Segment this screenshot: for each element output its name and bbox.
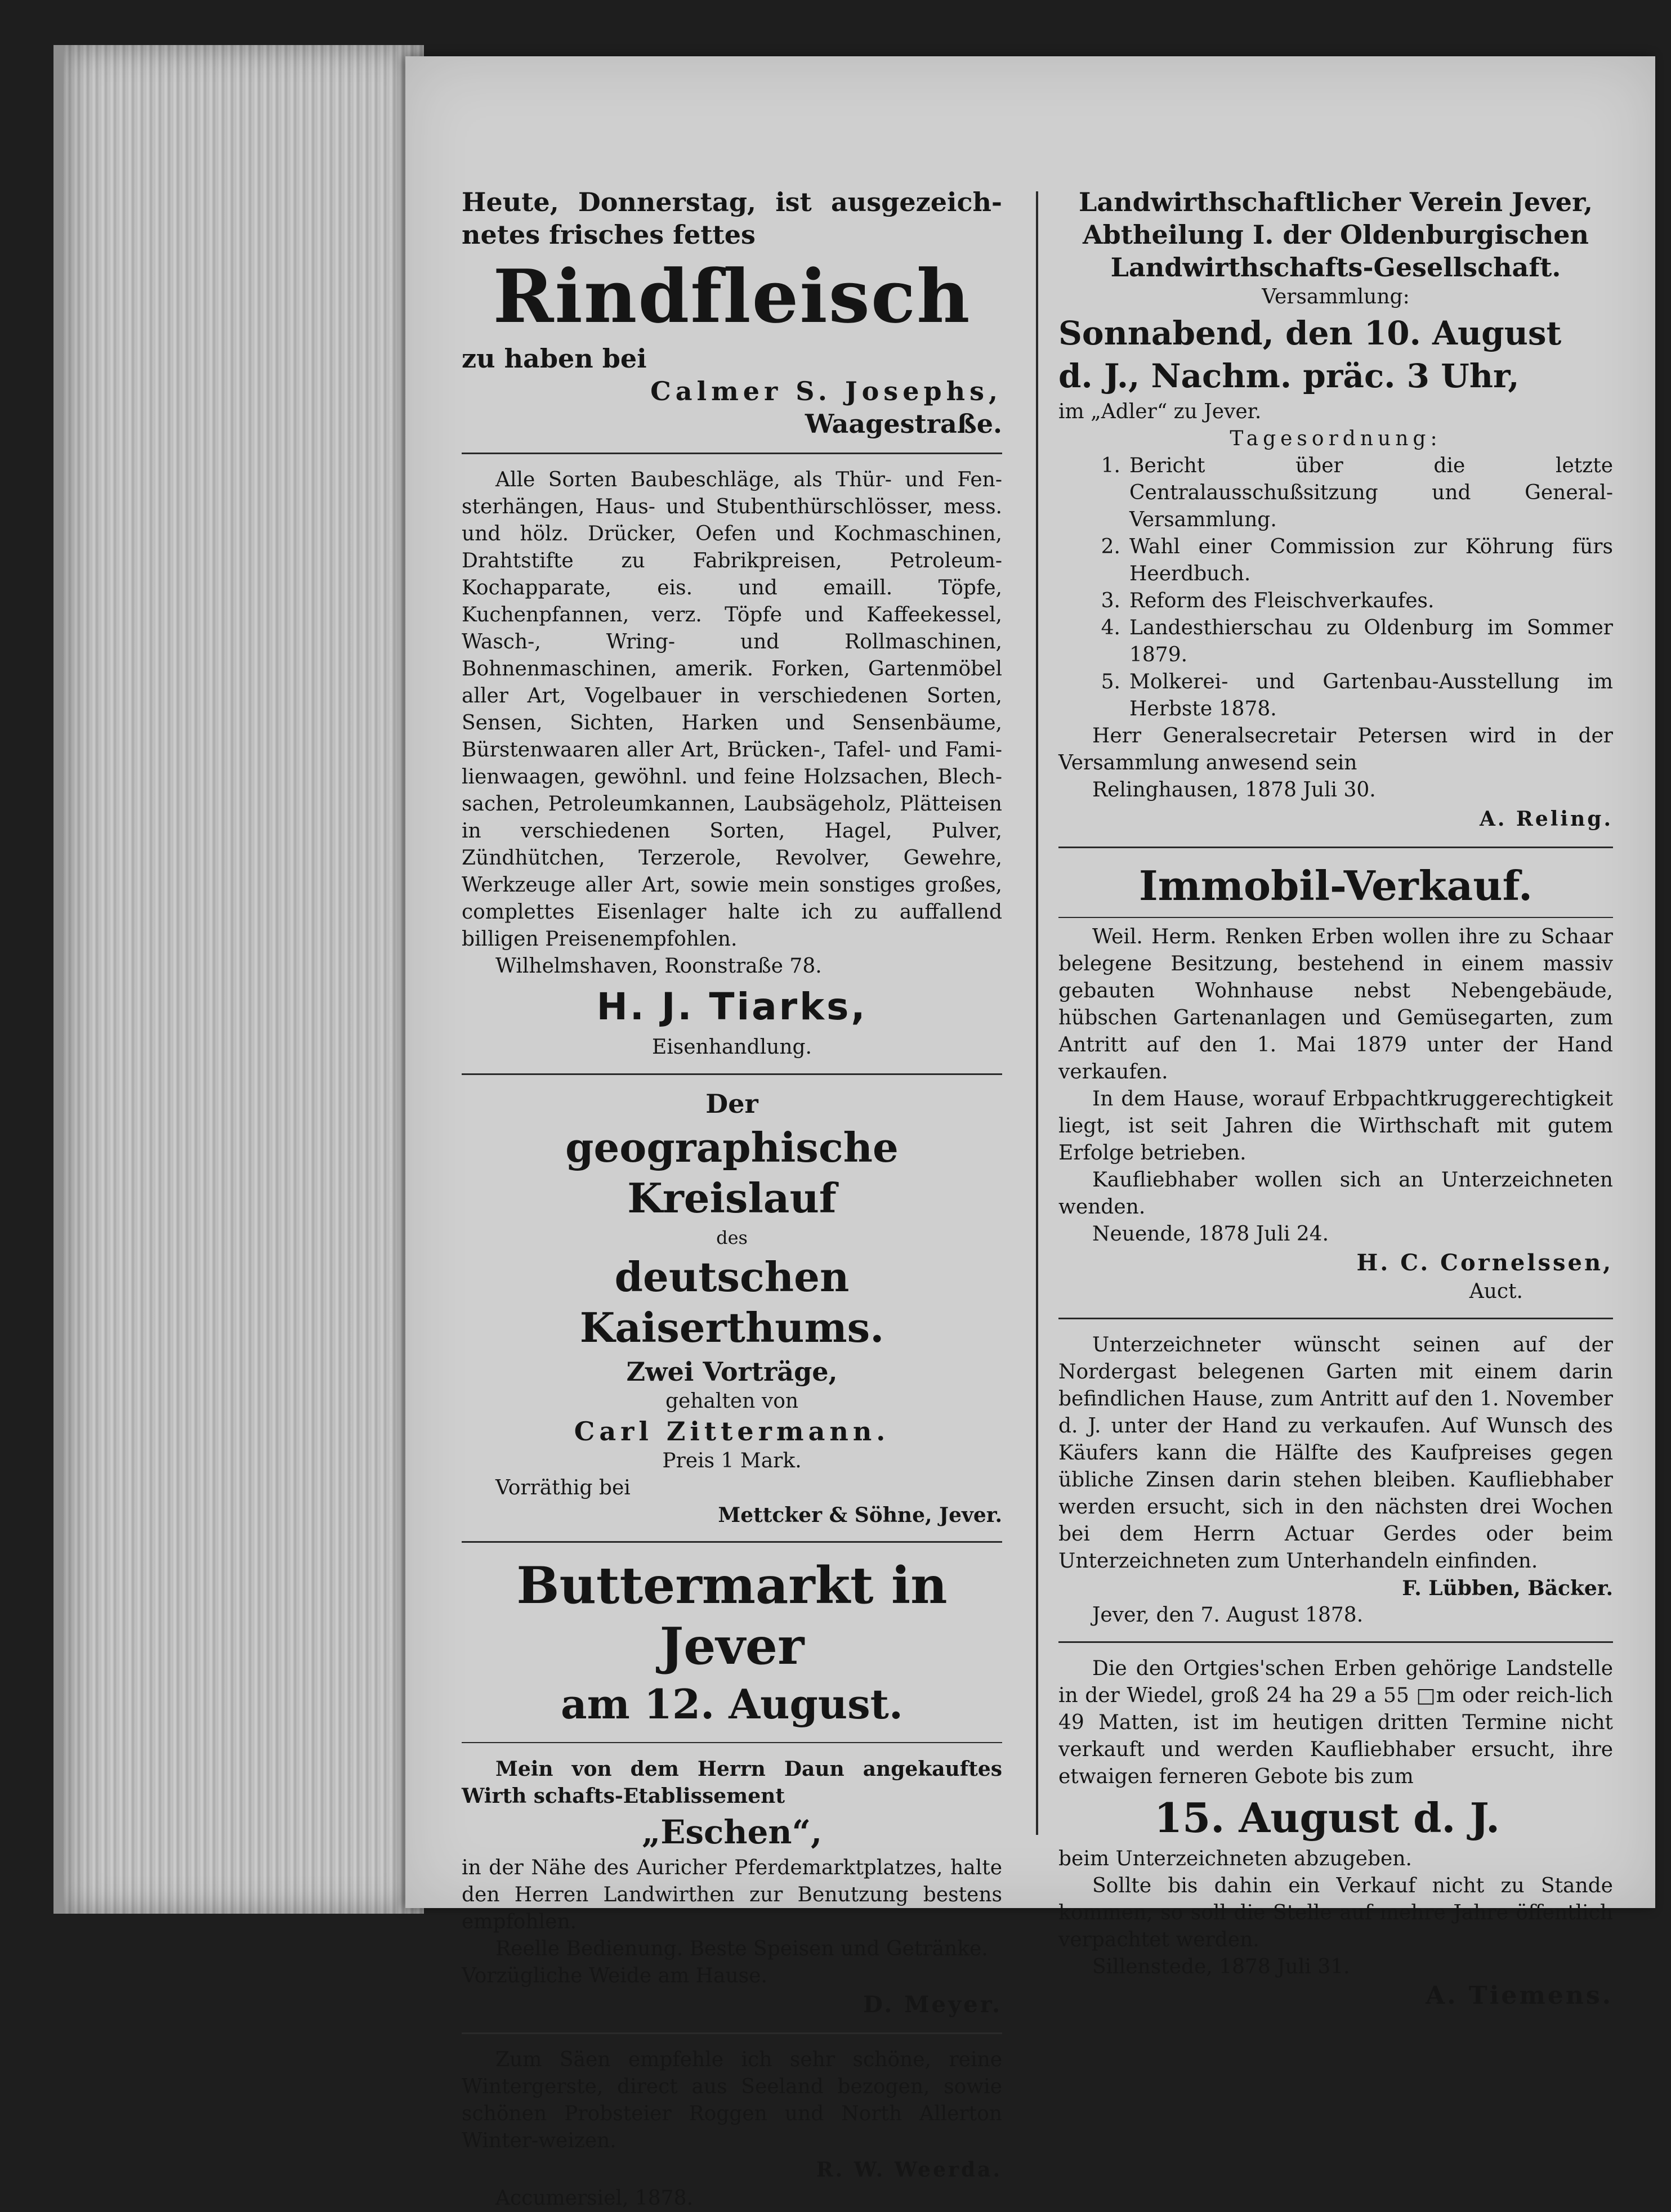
market-title: Buttermarkt in Jever [516,1556,948,1676]
ad-para-3: Kaufliebhaber wollen sich an Unterzeichneten wenden. [1058,1168,1613,1219]
ad-place: Accumersiel, 1878. [495,2187,693,2210]
agenda-list [1058,453,1613,723]
divider [462,1541,1002,1543]
ad-signature: H. C. Cornelssen, [1356,1250,1613,1276]
item-text: Landesthierschau zu Oldenburg im Sommer 1879. [1129,616,1613,666]
ad-title: Immobil-Verkauf. [1138,862,1533,910]
ad-signature: F. Lübben, Bäcker. [1402,1577,1613,1600]
ad-headline: Rindfleisch [493,253,971,339]
divider [462,2032,1002,2034]
divider [462,1073,1002,1075]
ad-signature: R. W. Weerda. [816,2158,1002,2182]
market-date: am 12. August. [561,1680,903,1728]
ad-intro: Heute, Donnerstag, ist ausgezeich-netes frisches fettes [462,187,1002,250]
book-held: gehalten von [665,1390,799,1413]
ad-eschen [462,1756,1002,2020]
ad-book [462,1087,1002,1529]
divider [462,453,1002,454]
book-page-edges [53,45,424,1914]
ad-signature: A. Tiemens. [1426,1981,1613,2010]
meeting-date-1: Sonnabend, den 10. August [1058,314,1562,352]
date-place: Jever, den 7. August 1878. [1092,1604,1364,1627]
book-sub: Zwei Vorträge, [626,1356,838,1387]
item-number: 2. [1101,535,1120,558]
divider [1058,1641,1613,1643]
ad-para-2: Sollte bis dahin ein Verkauf nicht zu Stande kommen, so soll die Stelle auf mehre Jahre öffentlich verpachtet werden. [1058,1874,1613,1951]
ad-landwirtschaft [1058,186,1613,834]
ad-saatgut [462,2047,1002,2212]
column-divider [1036,191,1038,1835]
merchant-trade: Eisenhandlung. [651,1036,812,1059]
ad-immobil [1058,861,1613,1305]
meeting-place: im „Adler“ zu Jever. [1058,400,1262,423]
book-title-2: deutschen Kaiserthums. [579,1253,884,1351]
book-des: des [716,1227,748,1248]
book-title-1: geographische Kreislauf [565,1123,899,1222]
ad-line-2: Vorzügliche Weide am Hause. [462,1964,767,1987]
list-item [1058,534,1613,588]
ad-body: Zum Säen empfehle ich sehr schöne, reine Wintergerste, direct aus Seeland bezogen, sowie schönen Probsteier Roggen und North Allerton Winter-weizen. [462,2048,1002,2152]
book-der: Der [705,1089,758,1119]
ad-eisenhandlung [462,467,1002,1061]
item-number: 3. [1101,589,1120,612]
ad-rindfleisch [462,186,1002,440]
item-number: 1. [1101,454,1120,477]
merchant-name: Calmer S. Josephs, [650,376,1002,406]
divider [1058,917,1613,918]
ad-intro: Mein von dem Herrn Daun angekauftes Wirth schafts-Etablissement [462,1757,1002,1808]
item-text: Reform des Fleischverkaufes. [1129,589,1435,612]
item-text: Wahl einer Commission zur Köhrung fürs Heerdbuch. [1129,535,1613,585]
meeting-note: Herr Generalsecretair Petersen wird in der Versammlung anwesend sein [1058,724,1613,774]
meeting-label: Versammlung: [1262,285,1410,308]
left-column [462,186,1002,2212]
ad-sub: zu haben bei [462,343,647,374]
merchant-name: H. J. Tiarks, [596,985,868,1028]
agenda-label: Tagesordnung: [1230,427,1442,450]
ad-signature: A. Reling. [1479,807,1613,831]
ad-line-1: Reelle Bedienung. Beste Speisen und Getränke. [495,1937,988,1960]
date-place: Neuende, 1878 Juli 24. [1092,1223,1329,1246]
deadline-date: 15. August d. J. [1154,1794,1500,1842]
ad-place: Wilhelmshaven, Roonstraße 78. [495,955,822,978]
item-number: 5. [1101,670,1120,693]
merchant-street: Waagestraße. [805,409,1002,439]
ad-para-2: In dem Hause, worauf Erbpachtkruggerechtigkeit liegt, ist seit Jahren die Wirthschaft mit gutem Erfolge betrieben. [1058,1087,1613,1165]
meeting-date-2: d. J., Nachm. präc. 3 Uhr, [1058,357,1520,395]
ad-para-1: Weil. Herm. Renken Erben wollen ihre zu Schaar belegene Besitzung, bestehend in einem massiv gebauten Wohnhause nebst Nebengebäude, hübschen Gartenanlagen und Gemüsegarten, zum Antritt auf den 1. Mai 1879 unter der Hand verkaufen. [1058,925,1613,1083]
org-line-3: Landwirthschafts-Gesellschaft. [1110,252,1561,283]
ad-signature: D. Meyer. [863,1991,1002,2018]
ad-buttermarkt [462,1555,1002,1730]
list-item [1058,615,1613,669]
book-price: Preis 1 Mark. [662,1449,802,1472]
list-item [1058,453,1613,534]
divider [1058,1318,1613,1319]
list-item [1058,588,1613,615]
item-text: Bericht über die letzte Centralausschußsitzung und General-Versammlung. [1129,454,1613,531]
establishment-name: „Eschen“, [641,1813,823,1851]
ad-role: Auct. [1469,1280,1523,1303]
date-place: Relinghausen, 1878 Juli 30. [1092,778,1376,801]
ad-body: Die den Ortgies'schen Erben gehörige Landstelle in der Wiedel, groß 24 ha 29 a 55 □m oder reich-lich 49 Matten, ist im heutigen dritten Termine nicht verkauft und werden Kaufliebhaber ersucht, ihre etwaigen ferneren Gebote bis zum [1058,1657,1613,1788]
item-text: Molkerei- und Gartenbau-Ausstellung im Herbste 1878. [1129,670,1613,720]
org-line-2: Abtheilung I. der Oldenburgischen [1082,220,1589,250]
newspaper-page [405,56,1655,2210]
ad-landstelle [1058,1655,1613,2011]
ad-body: in der Nähe des Auricher Pferdemarktplatzes, halte den Herren Landwirthen zur Benutzung bestens empfohlen. [462,1856,1002,1933]
book-avail-label: Vorräthig bei [495,1476,631,1499]
ad-after: beim Unterzeichneten abzugeben. [1058,1847,1412,1870]
ad-body: Alle Sorten Baubeschläge, als Thür- und Fen-sterhängen, Haus- und Stubenthürschlösser, mess. und hölz. Drücker, Oefen und Kochmaschinen, Drahtstifte zu Fabrikpreisen, Petroleum-Kochapparate, eis. und emaill. Töpfe, Kuchenpfannen, verz. Töpfe und Kaffeekessel, Wasch-, Wring- und Rollmaschinen, Bohnenmaschinen, amerik. Forken, Gartenmöbel aller Art, Vogelbauer in verschiedenen Sorten, Sensen, Sichten, Harken und Sensenbäume, Bürstenwaaren aller Art, Brücken-, Tafel- und Fami-lienwaagen, gewöhnl. und feine Holzsachen, Blech-sachen, Petroleumkannen, Laubsägeholz, Plätteisen in verschiedenen Sorten, Hagel, Pulver, Zündhütchen, Terzerole, Revolver, Gewehre, Werkzeuge aller Art, sowie mein sonstiges großes, complettes Eisenlager halte ich zu auffallend billigen Preisenempfohlen. [462,468,1002,951]
date-place: Sillenstede, 1878 Juli 31. [1092,1955,1350,1978]
ad-garten [1058,1332,1613,1629]
item-number: 4. [1101,616,1120,639]
divider [462,1742,1002,1743]
org-line-1: Landwirthschaftlicher Verein Jever, [1079,187,1593,217]
book-author: Carl Zittermann. [574,1416,890,1447]
book-avail-shop: Mettcker & Söhne, Jever. [718,1503,1002,1527]
ad-body: Unterzeichneter wünscht seinen auf der Nordergast belegenen Garten mit einem darin befindlichen Hause, zum Antritt auf den 1. November d. J. unter der Hand zu verkaufen. Auf Wunsch des Käufers kann die Hälfte des Kaufpreises gegen übliche Zinsen darin stehen bleiben. Kaufliebhaber werden ersucht, sich in den nächsten drei Wochen bei dem Herrn Actuar Gerdes oder beim Unterzeichneten zum Unterhandeln einfinden. [1058,1333,1613,1573]
divider [1058,847,1613,848]
right-column [1058,186,1613,2011]
list-item [1058,669,1613,723]
